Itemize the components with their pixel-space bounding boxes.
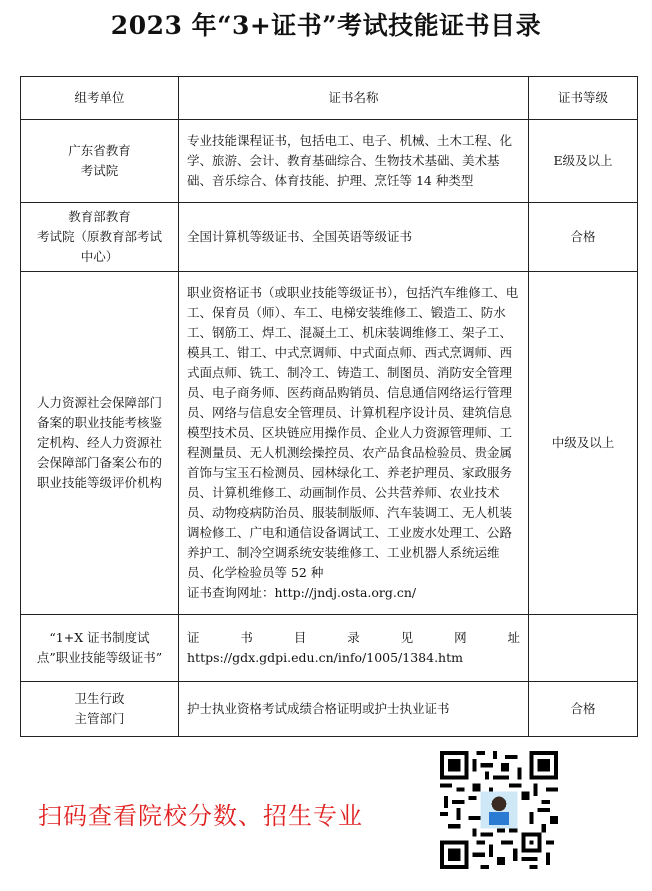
level-cell [529,615,638,682]
table-header-row [21,77,638,120]
org-cell: “1+X 证书制度试点”职业技能等级证书” [21,615,179,682]
table-row [21,615,638,682]
table-row [21,203,638,272]
cert-name-cell: 专业技能课程证书，包括电工、电子、机械、土木工程、化学、旅游、会计、教育基础综合、生物技术基础、美术基础、音乐综合、体育技能、护理、烹饪等 14 种类型 [179,120,529,203]
level-cell: 中级及以上 [529,272,638,615]
cert-catalog-note: 证书目录见网址 [187,630,520,645]
column-header-cert-name: 证书名称 [179,77,529,120]
page-title: 2023 年“3+证书”考试技能证书目录 [110,11,542,40]
column-header-org: 组考单位 [21,77,179,120]
promo-text: 扫码查看院校分数、招生专业 [38,802,363,830]
org-cell [21,682,179,737]
cert-name-cell: 护士执业资格考试成绩合格证明或护士执业证书 [179,682,529,737]
column-header-level: 证书等级 [529,77,638,120]
org-cell [21,120,179,203]
table-row [21,682,638,737]
cert-query-url[interactable]: 证书查询网址：http://jndj.osta.org.cn/ [187,585,417,600]
org-cell: 人力资源社会保障部门备案的职业技能考核鉴定机构、经人力资源社会保障部门备案公布的职业技能等级评价机构 [21,272,179,615]
cert-name-cell [179,615,529,682]
certificate-table [20,76,638,737]
cert-catalog-url[interactable]: https://gdx.gdpi.edu.cn/info/1005/1384.htm [187,650,463,665]
cert-name-cell: 全国计算机等级证书、全国英语等级证书 [179,203,529,272]
cert-name-text: 职业资格证书（或职业技能等级证书），包括汽车维修工、电工、保育员（师）、车工、电梯安装维修工、锻造工、防水工、钢筋工、焊工、混凝土工、机床装调维修工、架子工、模具工、钳工、中式烹调师、中式面点师、西式烹调师、西式面点师、铣工、制冷工、铸造工、制图员、消防安全管理员、电子商务师、医药商品购销员、信息通信网络运行管理员、网络与信息安全管理员、计算机程序设计员、建筑信息模型技术员、区块链应用操作员、企业人力资源管理师、工程测量员、无人机测绘操控员、农产品食品检验员、贵金属首饰与宝玉石检测员、园林绿化工、养老护理员、家政服务员、计算机维修工、动画制作员、公共营养师、农业技术员、动物疫病防治员、服装制版师、汽车装调工、无人机装调检修工、广电和通信设备调试工、工业废水处理工、公路养护工、制冷空调系统安装维修工、工业机器人系统运维员、化学检验员等 52 种 [187,285,519,580]
level-cell: E级及以上 [529,120,638,203]
cert-name-cell [179,272,529,615]
level-cell: 合格 [529,203,638,272]
table-row [21,272,638,615]
level-cell: 合格 [529,682,638,737]
org-cell [21,203,179,272]
org-text: 教育部教育 考试院（原教育部考试中心） [36,209,162,264]
org-text: 广东省教育 考试院 [68,143,131,178]
table-row [21,120,638,203]
qr-code-icon[interactable] [440,751,558,869]
org-text: 卫生行政 主管部门 [74,691,125,726]
